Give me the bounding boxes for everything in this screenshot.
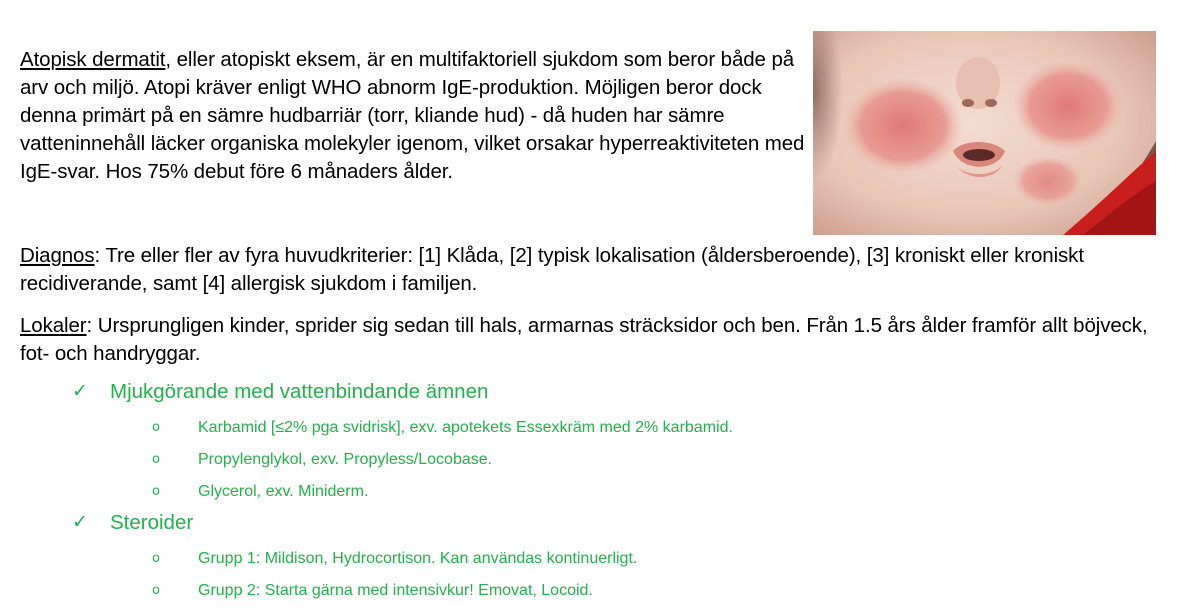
lokaler-paragraph: [20, 312, 1180, 368]
treatment-label: Steroider: [110, 511, 194, 534]
list-item-text: Grupp 1: Mildison, Hydrocortison. Kan användas kontinuerligt.: [198, 550, 638, 567]
intro-paragraph: [20, 46, 805, 186]
lokaler-text: : Ursprungligen kinder, sprider sig sedan till hals, armarnas sträcksidor och ben. Från 1.5 års ålder framför allt böjveck, fot- och handryggar.: [20, 314, 1148, 365]
infant-eczema-photo: [813, 31, 1156, 235]
list-item-text: Glycerol, exv. Miniderm.: [198, 483, 369, 500]
term-atopisk-dermatit: Atopisk dermatit: [20, 48, 166, 71]
bullet-icon: o: [152, 420, 160, 435]
list-item: [152, 416, 733, 440]
term-lokaler: Lokaler: [20, 314, 87, 337]
diagnos-text: : Tre eller fler av fyra huvudkriterier: [1] Klåda, [2] typisk lokalisation (åldersberoende), [3] kroniskt eller kroniskt recidiverande, samt [4] allergisk sjukdom i familjen.: [20, 244, 1084, 295]
bullet-icon: o: [152, 452, 160, 467]
intro-text: , eller atopiskt eksem, är en multifaktoriell sjukdom som beror både på arv och miljö. Atopi kräver enligt WHO abnorm IgE-produktion. Möjligen beror dock denna primärt på en sämre hudbarriär (torr, kliande hud) - då huden har sämre vatteninnehåll läcker organiska molekyler igenom, vilket orsakar hyperreaktiviteten med IgE-svar. Hos 75% debut före 6 månaders ålder.: [20, 48, 805, 183]
bullet-icon: o: [152, 583, 160, 598]
treatment-heading-mjukgorande: [72, 378, 488, 406]
diagnos-paragraph: [20, 242, 1180, 298]
list-item-text: Propylenglykol, exv. Propyless/Locobase.: [198, 451, 493, 468]
checkmark-icon: ✓: [72, 512, 88, 533]
term-diagnos: Diagnos: [20, 244, 95, 267]
treatment-label: Mjukgörande med vattenbindande ämnen: [110, 380, 489, 403]
bullet-icon: o: [152, 551, 160, 566]
list-item: [152, 579, 593, 603]
list-item-text: Grupp 2: Starta gärna med intensivkur! Emovat, Locoid.: [198, 582, 593, 599]
treatment-heading-steroider: [72, 509, 193, 537]
list-item: [152, 547, 637, 571]
list-item-text: Karbamid [≤2% pga svidrisk], exv. apotekets Essexkräm med 2% karbamid.: [198, 419, 733, 436]
bullet-icon: o: [152, 484, 160, 499]
list-item: [152, 480, 368, 504]
checkmark-icon: ✓: [72, 381, 88, 402]
list-item: [152, 448, 492, 472]
